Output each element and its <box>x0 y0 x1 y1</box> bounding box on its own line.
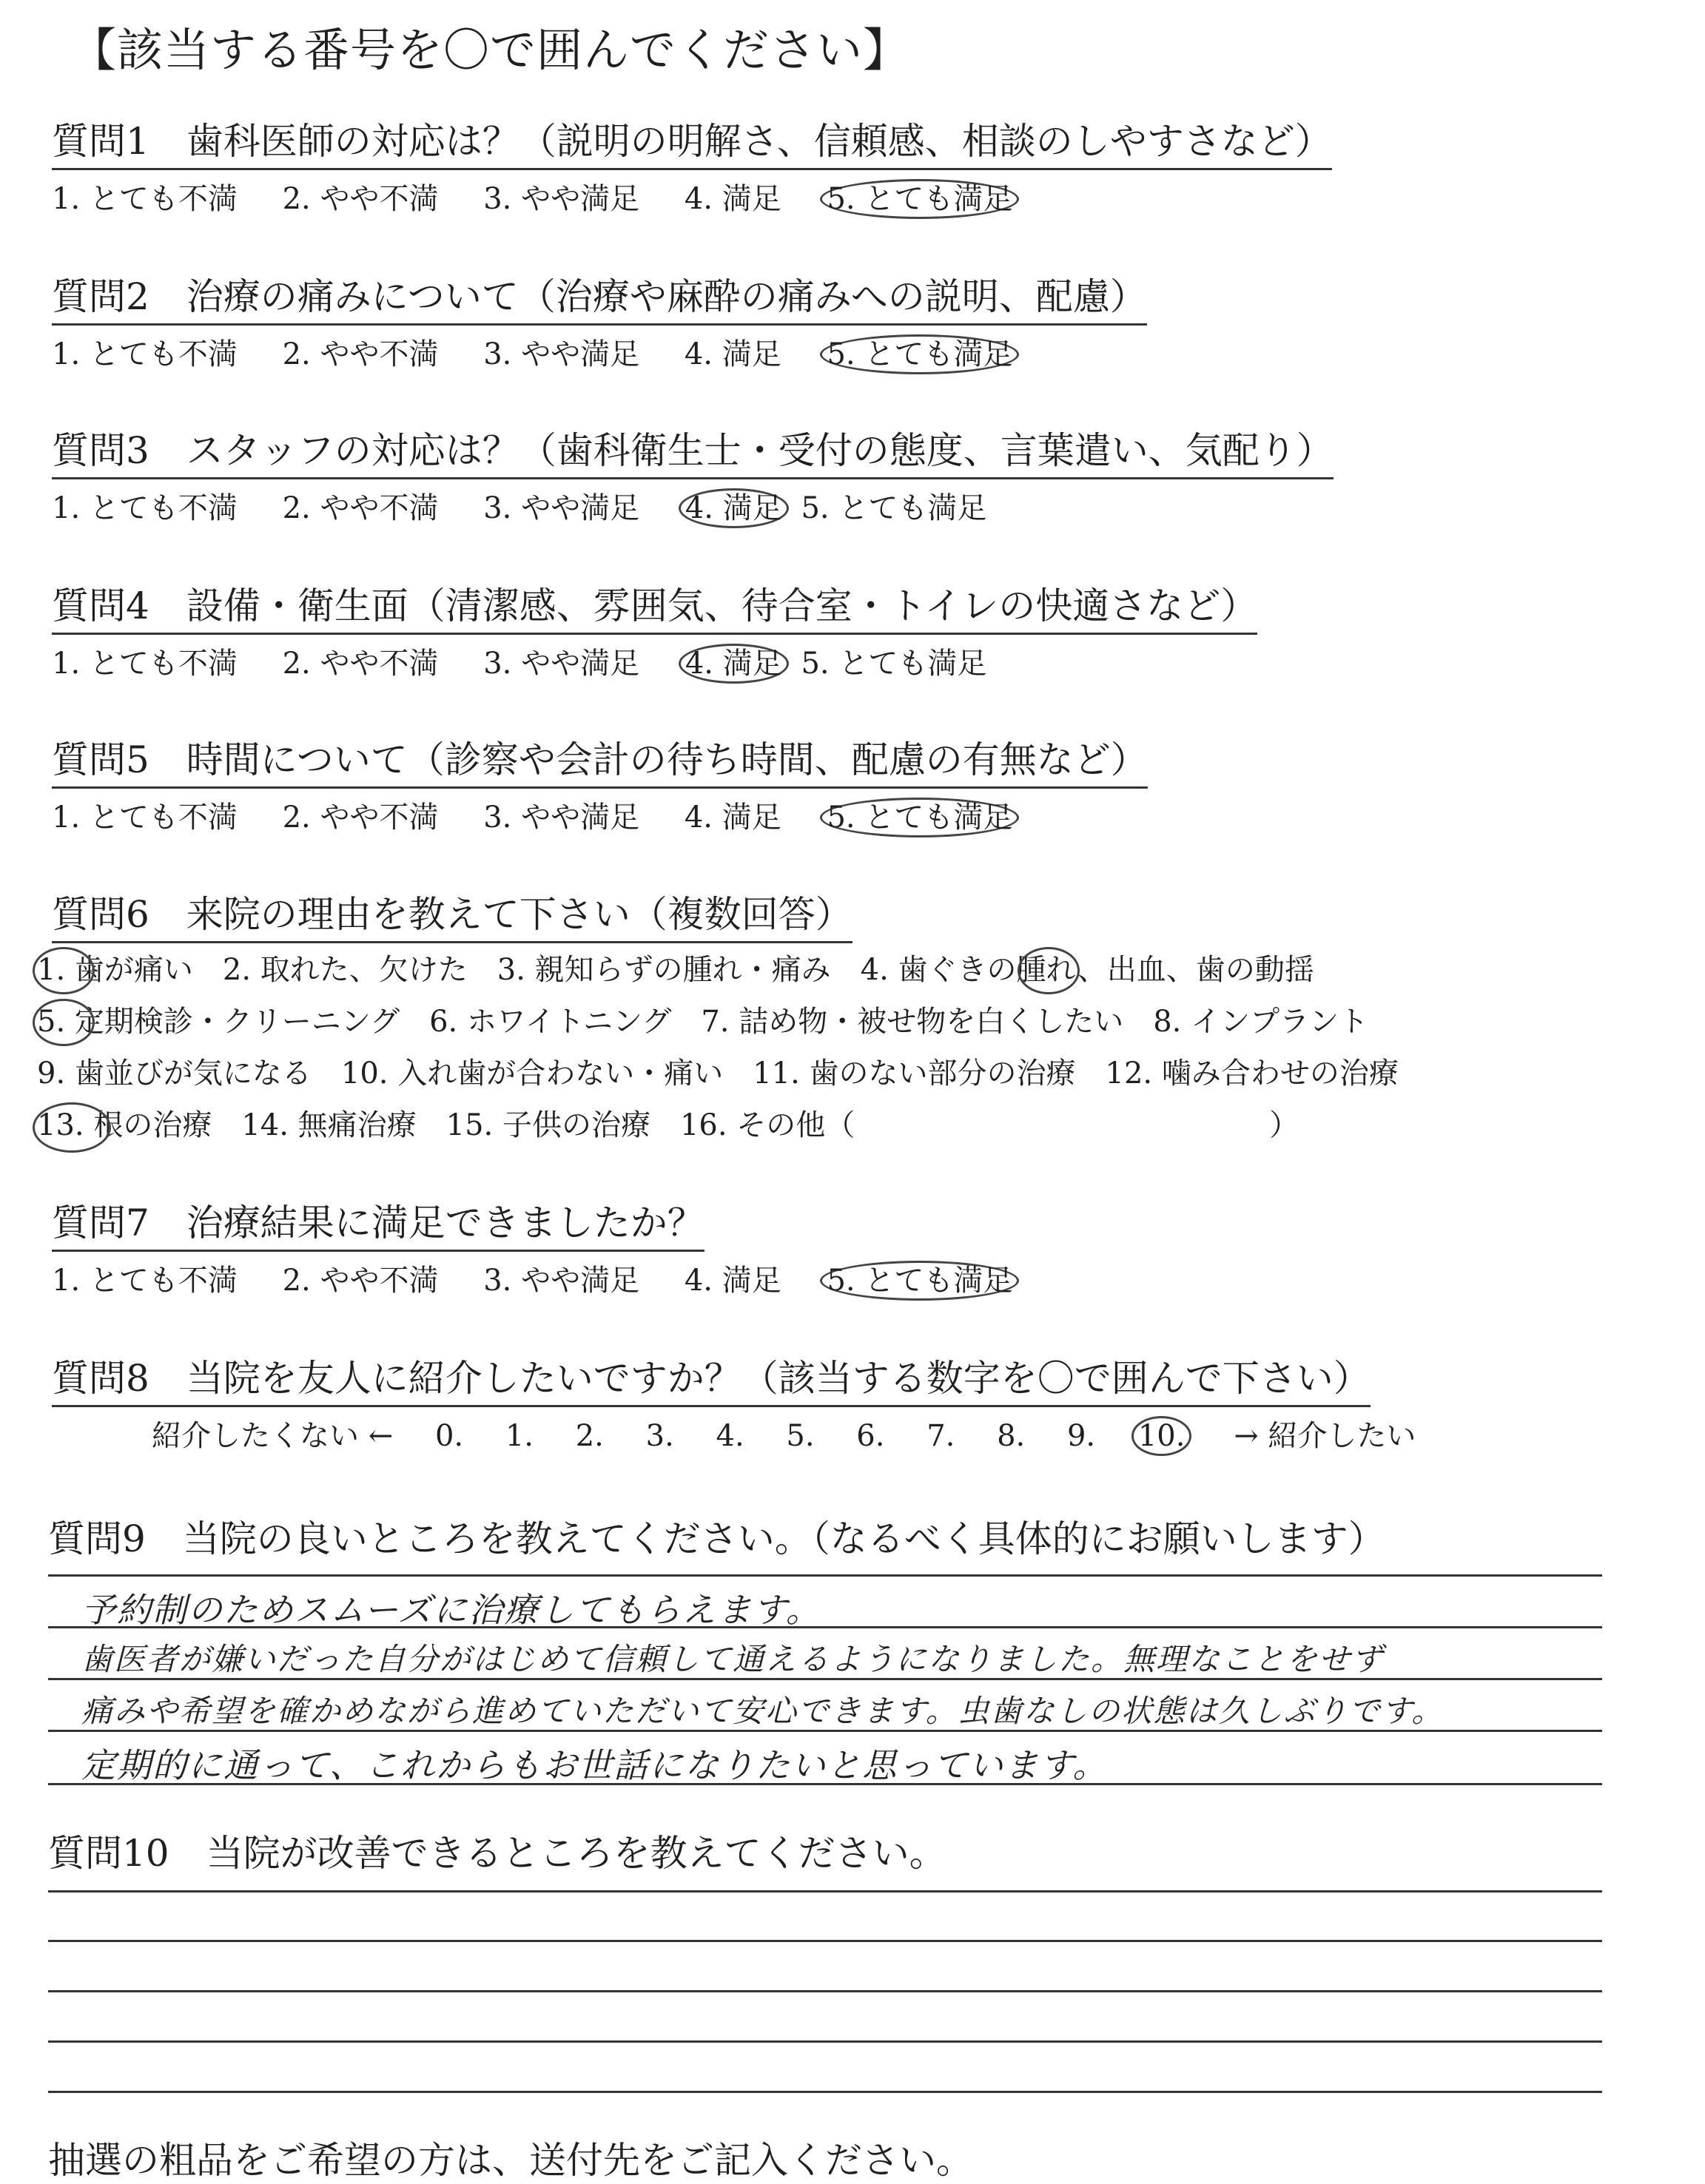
answer-line[interactable] <box>48 1940 1602 1942</box>
scale-2[interactable]: 2. <box>575 1419 604 1453</box>
q6-circle-4 <box>1018 947 1080 994</box>
scale-left-label: 紹介したくない ← <box>152 1419 394 1453</box>
scale-right-label: → 紹介したい <box>1234 1419 1416 1453</box>
scale-6[interactable]: 6. <box>856 1419 885 1453</box>
scale-0[interactable]: 0. <box>434 1419 464 1453</box>
option-2[interactable]: 2. やや不満 <box>282 801 439 835</box>
scale-4[interactable]: 4. <box>716 1419 744 1453</box>
scale-1[interactable]: 1. <box>505 1419 534 1453</box>
option-5-selected[interactable]: 5. とても満足 <box>820 334 1019 374</box>
option-4[interactable]: 4. 満足 <box>684 182 781 216</box>
option-1[interactable]: 1. とても不満 <box>52 182 238 216</box>
question-8-heading: 質問8 当院を友人に紹介したいですか？（該当する数字を〇で囲んで下さい） <box>52 1355 1371 1407</box>
question-9-heading: 質問9 当院の良いところを教えてください。（なるべく具体的にお願いします） <box>48 1517 1385 1560</box>
option-5[interactable]: 5. とても満足 <box>801 647 987 681</box>
option-1[interactable]: 1. とても不満 <box>52 801 238 835</box>
scale-3[interactable]: 3. <box>645 1419 674 1453</box>
q6-circle-13 <box>33 1102 111 1153</box>
answer-line[interactable] <box>48 1990 1602 1992</box>
handwritten-answer-line-4[interactable]: 定期的に通って、これからもお世話になりたいと思っています。 <box>81 1745 1109 1785</box>
scale-7[interactable]: 7. <box>927 1419 955 1453</box>
question-3-heading: 質問3 スタッフの対応は？（歯科衛生士・受付の態度、言葉遣い、気配り） <box>52 428 1334 479</box>
question-5-options <box>52 798 1022 837</box>
option-4-selected[interactable]: 4. 満足 <box>679 488 789 528</box>
question-7-heading: 質問7 治療結果に満足できましたか？ <box>52 1200 704 1252</box>
handwritten-answer-line-3[interactable]: 痛みや希望を確かめながら進めていただいて安心できます。虫歯なしの状態は久しぶりです。 <box>81 1693 1445 1729</box>
option-2[interactable]: 2. やや不満 <box>282 1264 439 1298</box>
option-4[interactable]: 4. 満足 <box>684 1264 781 1298</box>
option-4[interactable]: 4. 満足 <box>684 801 781 835</box>
question-6-line-3[interactable]: 9. 歯並びが気になる 10. 入れ歯が合わない・痛い 11. 歯のない部分の治療 12. 噛み合わせの治療 <box>37 1056 1399 1091</box>
question-7-options <box>52 1261 1022 1301</box>
question-5-heading: 質問5 時間について（診察や会計の待ち時間、配慮の有無など） <box>52 737 1148 789</box>
option-3[interactable]: 3. やや満足 <box>483 491 640 525</box>
scale-9[interactable]: 9. <box>1066 1419 1096 1453</box>
option-4[interactable]: 4. 満足 <box>684 337 781 371</box>
answer-line <box>48 1574 1602 1577</box>
question-8-scale <box>152 1416 1448 1456</box>
q6-circle-1 <box>33 947 95 994</box>
question-2-heading: 質問2 治療の痛みについて（治療や麻酔の痛みへの説明、配慮） <box>52 274 1147 326</box>
option-5[interactable]: 5. とても満足 <box>801 491 987 525</box>
option-3[interactable]: 3. やや満足 <box>483 801 640 835</box>
option-1[interactable]: 1. とても不満 <box>52 647 238 681</box>
scale-5[interactable]: 5. <box>786 1419 815 1453</box>
answer-line[interactable] <box>48 1890 1602 1893</box>
footer-text: 抽選の粗品をご希望の方は、送付先をご記入ください。 <box>48 2139 973 2182</box>
option-5-selected[interactable]: 5. とても満足 <box>820 798 1019 837</box>
option-5-selected[interactable]: 5. とても満足 <box>820 179 1019 219</box>
option-1[interactable]: 1. とても不満 <box>52 337 238 371</box>
answer-line <box>48 1783 1602 1785</box>
option-5-selected[interactable]: 5. とても満足 <box>820 1261 1019 1301</box>
question-6-line-2[interactable]: 5. 定期検診・クリーニング 6. ホワイトニング 7. 詰め物・被せ物を白くしたい 8. インプラント <box>37 1005 1369 1039</box>
handwritten-answer-line-2[interactable]: 歯医者が嫌いだった自分がはじめて信頼して通えるようになりました。無理なことをせず <box>81 1641 1385 1677</box>
option-2[interactable]: 2. やや不満 <box>282 337 439 371</box>
answer-line <box>48 1678 1602 1680</box>
option-1[interactable]: 1. とても不満 <box>52 1264 238 1298</box>
option-3[interactable]: 3. やや満足 <box>483 182 640 216</box>
option-3[interactable]: 3. やや満足 <box>483 1264 640 1298</box>
question-4-heading: 質問4 設備・衛生面（清潔感、雰囲気、待合室・トイレの快適さなど） <box>52 583 1257 635</box>
answer-line[interactable] <box>48 2040 1602 2043</box>
answer-line[interactable] <box>48 2091 1602 2093</box>
question-6-line-1[interactable]: 1. 歯が痛い 2. 取れた、欠けた 3. 親知らずの腫れ・痛み 4. 歯ぐきの腫れ、出血、歯の動揺 <box>37 953 1314 987</box>
option-2[interactable]: 2. やや不満 <box>282 647 439 681</box>
q6-circle-5 <box>33 999 95 1046</box>
question-6-heading: 質問6 来院の理由を教えて下さい（複数回答） <box>52 892 852 943</box>
option-2[interactable]: 2. やや不満 <box>282 182 439 216</box>
option-2[interactable]: 2. やや不満 <box>282 491 439 525</box>
scale-8[interactable]: 8. <box>997 1419 1026 1453</box>
question-3-options <box>52 488 1022 528</box>
question-2-options <box>52 334 1022 374</box>
handwritten-answer-line-1[interactable]: 予約制のためスムーズに治療してもらえます。 <box>81 1590 821 1630</box>
question-1-heading: 質問1 歯科医師の対応は？（説明の明解さ、信頼感、相談のしやすさなど） <box>52 118 1332 170</box>
option-3[interactable]: 3. やや満足 <box>483 647 640 681</box>
option-4-selected[interactable]: 4. 満足 <box>679 644 789 684</box>
question-6-line-4[interactable]: 13. 根の治療 14. 無痛治療 15. 子供の治療 16. その他（ ） <box>37 1108 1299 1142</box>
question-4-options <box>52 644 1022 684</box>
option-1[interactable]: 1. とても不満 <box>52 491 238 525</box>
answer-line <box>48 1626 1602 1628</box>
scale-10-selected[interactable]: 10. <box>1131 1416 1192 1456</box>
option-3[interactable]: 3. やや満足 <box>483 337 640 371</box>
answer-line <box>48 1730 1602 1732</box>
page-title: 【該当する番号を〇で囲んでください】 <box>70 23 910 77</box>
question-1-options <box>52 179 1022 219</box>
question-10-heading: 質問10 当院が改善できるところを教えてください。 <box>48 1832 946 1875</box>
